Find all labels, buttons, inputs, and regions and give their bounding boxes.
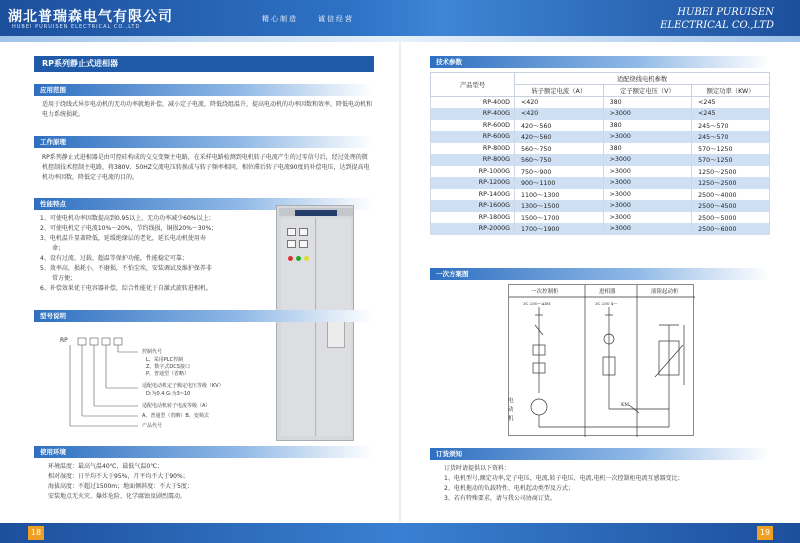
table-cell: 245～570 xyxy=(692,131,770,143)
col-header-power: 额定功率（KW） xyxy=(692,85,770,97)
footer-band xyxy=(0,523,800,543)
meter-icon xyxy=(287,240,296,248)
table-cell: 245～570 xyxy=(692,120,770,132)
section-heading-model: 型号说明 xyxy=(34,310,374,322)
page-divider xyxy=(399,42,401,522)
section-heading-tech: 技术参数 xyxy=(430,56,770,68)
table-cell: 1700～1900 xyxy=(515,223,604,235)
col-header-model: 产品型号 xyxy=(431,73,515,97)
order-item: 3、若有特殊要求，请与我公司协商订货。 xyxy=(444,495,556,502)
table-cell: RP-1000G xyxy=(431,166,515,178)
section-heading-circuit: 一次方案图 xyxy=(430,268,770,280)
meter-icon xyxy=(299,228,308,236)
order-item: 2、电机拖动的负载特性、电机起动类型及方式； xyxy=(444,485,574,492)
environment-list xyxy=(48,462,378,502)
table-row xyxy=(431,154,770,166)
feature-item: 2、可使电机定子电流10%～20%，节约线损，铜损20%～30%； xyxy=(40,225,218,232)
feature-item: 4、设有过流、过载、超温等保护功能，性能稳定可靠； xyxy=(40,255,188,262)
page-title: RP系列静止式进相器 xyxy=(34,56,374,72)
company-name-en-small: HUBEI PURUISEN ELECTRICAL CO.,LTD xyxy=(12,24,141,30)
table-row xyxy=(431,177,770,189)
table-cell: 2500～5000 xyxy=(692,212,770,224)
table-cell: RP-400D xyxy=(431,97,515,109)
table-cell: 570～1250 xyxy=(692,154,770,166)
table-cell: RP-1200G xyxy=(431,177,515,189)
table-cell: 560～750 xyxy=(515,154,604,166)
table-cell: 2500～6000 xyxy=(692,223,770,235)
application-text: 适用于绕线式异步电动机的无功功率就地补偿，减小定子电流，降低绕组温升，提高电动机的功率因数和效率，降低电动机和电力系统损耗。 xyxy=(42,101,373,118)
model-label-type: A、普通型（省略）B、变频式 xyxy=(142,413,209,419)
environment-item: 安装地点无火灾、爆炸危险、化学腐蚀及剧烈震动。 xyxy=(48,493,187,500)
feature-item: 3、电机温升显著降低，延缓绝缘层的老化，延长电动机使用寿 xyxy=(40,235,206,242)
table-cell: 1250～2500 xyxy=(692,177,770,189)
order-item: 订货时请提供以下资料： xyxy=(444,465,511,472)
table-cell: >3000 xyxy=(603,189,692,201)
order-item: 1、电机型号,额定功率,定子电压、电流,转子电压、电流,电机一次控制柜电流互感器变比； xyxy=(444,475,684,482)
table-cell: <245 xyxy=(692,108,770,120)
cabinet-door-left xyxy=(281,218,316,436)
environment-item: 相对湿度：日平均不大于95%，月平均不大于90%； xyxy=(48,473,189,480)
circuit-diagram xyxy=(508,284,694,436)
table-cell: 380 xyxy=(603,120,692,132)
table-cell: 2500～4500 xyxy=(692,200,770,212)
cabinet-image xyxy=(276,205,354,441)
table-cell: RP-400G xyxy=(431,108,515,120)
params-table xyxy=(430,72,770,235)
company-name-cn: 湖北普瑞森电气有限公司 xyxy=(8,9,173,25)
environment-item: 海拔高度：不超过1500m；地面倾斜度：不大于5度； xyxy=(48,483,193,490)
cabinet-nameplate xyxy=(295,210,337,216)
col-header-rotor-current: 转子额定电流（A） xyxy=(515,85,604,97)
indicator-lamp-icon xyxy=(296,256,301,261)
table-cell: 2500～4000 xyxy=(692,189,770,201)
table-cell: 1250～2500 xyxy=(692,166,770,178)
company-name-en-line2: ELECTRICAL CO.,LTD xyxy=(660,20,774,31)
table-cell: RP-600G xyxy=(431,131,515,143)
table-cell: 1500～1700 xyxy=(515,212,604,224)
circuit-lines xyxy=(509,285,695,437)
model-label-voltage: 适配电动机定子额定电压等级（KV） xyxy=(142,383,224,389)
table-cell: 380 xyxy=(603,97,692,109)
table-cell: <245 xyxy=(692,97,770,109)
model-label-current: 适配电动机转子电流等级（A） xyxy=(142,403,211,409)
table-row xyxy=(431,108,770,120)
params-table-body xyxy=(431,97,770,235)
environment-item: 环境温度：最高气温40℃，最低气温0℃； xyxy=(48,463,163,470)
table-cell: 1300～1500 xyxy=(515,200,604,212)
table-row xyxy=(431,200,770,212)
section-heading-environment: 使用环境 xyxy=(34,446,374,458)
model-label-control-l: L、采用PLC控制 xyxy=(146,357,184,363)
feature-item: 1、可使电机功率因数提高到0.95以上，无功功率减少60%以上； xyxy=(40,215,215,222)
table-cell: 420～560 xyxy=(515,120,604,132)
table-cell: >3000 xyxy=(603,154,692,166)
table-row xyxy=(431,166,770,178)
feature-item: 6、补偿效果优于电容器补偿，综合性能优于自激式旋转进相机。 xyxy=(40,285,212,292)
section-heading-order: 订货须知 xyxy=(430,448,770,460)
circuit-km-tag: KM xyxy=(621,403,629,408)
section-heading-application: 应用范围 xyxy=(34,84,374,96)
circuit-col1-label: 一次控制柜 xyxy=(531,289,559,295)
company-name-en-line1: HUBEI PURUISEN xyxy=(677,7,774,18)
circuit-col2-label: 进相器 xyxy=(599,289,616,295)
table-cell: RP-800G xyxy=(431,154,515,166)
model-label-product: 产品代号 xyxy=(142,423,163,429)
model-code-diagram xyxy=(60,336,280,436)
col-header-stator-voltage: 定子额定电压（V） xyxy=(603,85,692,97)
meter-icon xyxy=(299,240,308,248)
table-cell: RP-600D xyxy=(431,120,515,132)
principle-text: RP系列静止式进相器是由可控硅构成的交交变频主电路，在采样电路检测到电机转子电流产生的过零信号后，经过处理的微机控制技术控制主电路，将380V、50HZ交流电压转换成与转子频率相同，相位滞后转子电流90度的补偿电压，达到提高电机功率因数，降低定子电流的目的。 xyxy=(42,154,370,181)
table-cell: RP-1600G xyxy=(431,200,515,212)
feature-item: 命； xyxy=(52,245,65,252)
model-label-control-z: Z、数字式DCS接口 xyxy=(146,364,190,370)
model-label-control-p: P、普通型（省略） xyxy=(146,371,190,377)
table-cell: RP-800D xyxy=(431,143,515,155)
section-heading-principle: 工作原理 xyxy=(34,136,374,148)
table-cell: 1100～1300 xyxy=(515,189,604,201)
page-number-left: 18 xyxy=(28,526,44,540)
indicator-lamp-icon xyxy=(288,256,293,261)
model-label-voltage-range: D:为0.4 G:为3~10 xyxy=(146,391,191,397)
feature-item: 常方便； xyxy=(52,275,77,282)
model-label-control: 控制代号 xyxy=(142,349,163,355)
indicator-lamp-icon xyxy=(304,256,309,261)
table-cell: 560～750 xyxy=(515,143,604,155)
section-heading-features: 性能特点 xyxy=(34,198,374,210)
table-cell: >3000 xyxy=(603,212,692,224)
table-cell: 380 xyxy=(603,143,692,155)
table-cell: >3000 xyxy=(603,177,692,189)
table-row xyxy=(431,120,770,132)
table-row xyxy=(431,212,770,224)
table-cell: >3000 xyxy=(603,200,692,212)
table-cell: RP-1800G xyxy=(431,212,515,224)
table-cell: >3000 xyxy=(603,131,692,143)
table-row xyxy=(431,189,770,201)
table-cell: >3000 xyxy=(603,166,692,178)
table-cell: >3000 xyxy=(603,108,692,120)
circuit-supply1: 3C 250～AIM xyxy=(523,301,551,306)
circuit-supply2: 3C 250 4～ xyxy=(595,301,618,306)
table-cell: <420 xyxy=(515,108,604,120)
table-row xyxy=(431,143,770,155)
table-row xyxy=(431,223,770,235)
model-prefix: RP xyxy=(60,337,68,344)
col-group-header: 适配绕线电机参数 xyxy=(515,73,770,85)
circuit-motor-label: 电动机 xyxy=(508,398,514,422)
feature-item: 5、效率高，损耗小，不磨损，不怕尘埃，安装调试及维护保养非 xyxy=(40,265,212,272)
slogan-right: 诚信经营 xyxy=(318,15,354,23)
circuit-col3-label: 液阻起动柜 xyxy=(651,289,679,295)
features-list xyxy=(38,214,270,294)
table-cell: 750～900 xyxy=(515,166,604,178)
table-row xyxy=(431,97,770,109)
header-band xyxy=(0,0,800,38)
table-cell: 900～1100 xyxy=(515,177,604,189)
table-cell: RP-1400G xyxy=(431,189,515,201)
slogan-left: 精心制造 xyxy=(262,15,298,23)
table-cell: >3000 xyxy=(603,223,692,235)
table-cell: RP-2000G xyxy=(431,223,515,235)
table-cell: <420 xyxy=(515,97,604,109)
meter-icon xyxy=(287,228,296,236)
table-cell: 420～560 xyxy=(515,131,604,143)
table-cell: 570～1250 xyxy=(692,143,770,155)
table-row xyxy=(431,131,770,143)
page-number-right: 19 xyxy=(757,526,773,540)
order-list xyxy=(444,464,774,504)
